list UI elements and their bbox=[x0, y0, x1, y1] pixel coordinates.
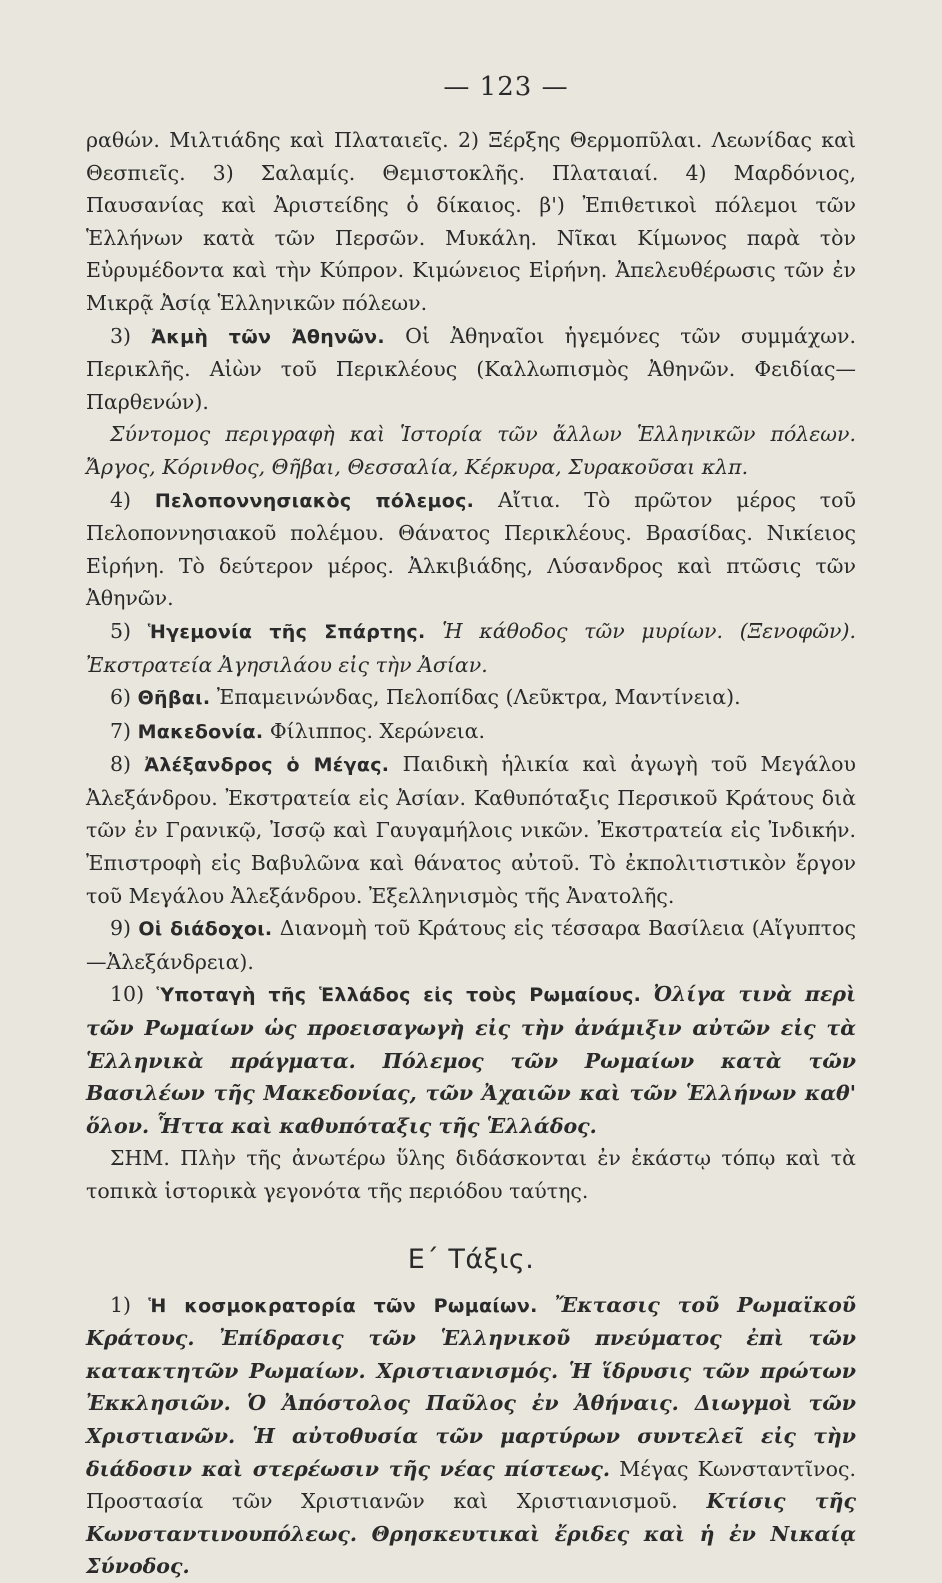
item-3-number: 3) bbox=[110, 323, 132, 348]
e-item-1-number: 1) bbox=[110, 1292, 132, 1317]
e-item-1-italic-2: Κτίσις τῆς Κωνσταντινουπόλεως. Θρησκευτικαὶ ἔριδες καὶ ἡ ἐν Νικαίᾳ Σύνοδος. bbox=[86, 1489, 856, 1579]
item-9 bbox=[86, 912, 856, 978]
item-10-text: Ὀλίγα τινὰ περὶ τῶν Ρωμαίων ὡς προεισαγωγὴ εἰς τὴν ἀνάμιξιν αὐτῶν εἰς τὰ Ἑλληνικὰ πράγματα. Πόλεμος τῶν Ρωμαίων κατὰ τῶν Βασιλέων τῆς Μακεδονίας, τῶν Ἀχαιῶν καὶ τῶν Ἑλλήνων καθ' ὅλον. Ἧττα καὶ καθυπόταξις τῆς Ἑλλάδος. bbox=[86, 982, 856, 1138]
item-6-text: Ἐπαμεινώνδας, Πελοπίδας (Λεῦκτρα, Μαντίνεια). bbox=[216, 685, 741, 710]
item-5-text: Ἡ κάθοδος τῶν μυρίων. (Ξενοφῶν). Ἐκστρατεία Ἀγησιλάου εἰς τὴν Ἀσίαν. bbox=[86, 618, 856, 677]
item-9-heading: Οἱ διάδοχοι. bbox=[138, 918, 273, 941]
page-number: — 123 — bbox=[443, 72, 569, 102]
item-5-number: 5) bbox=[110, 618, 132, 643]
e-item-1 bbox=[86, 1289, 856, 1583]
item-6-heading: Θῆβαι. bbox=[137, 687, 211, 710]
item-8-text: Παιδικὴ ἡλικία καὶ ἀγωγὴ τοῦ Μεγάλου Ἀλεξάνδρου. Ἐκστρατεία εἰς Ἀσίαν. Καθυπόταξις Περσικοῦ Κράτους διὰ τῶν ἐν Γρανικῷ, Ἰσσῷ καὶ Γαυγαμήλοις νικῶν. Ἐκστρατεία εἰς Ἰνδικήν. Ἐπιστροφὴ εἰς Βαβυλῶνα καὶ θάνατος αὐτοῦ. Τὸ ἐκπολιτιστικὸν ἔργον τοῦ Μεγάλου Ἀλεξάνδρου. Ἐξελληνισμὸς τῆς Ἀνατολῆς. bbox=[86, 752, 856, 908]
note-paragraph: ΣΗΜ. Πλὴν τῆς ἀνωτέρω ὕλης διδάσκονται ἐν ἑκάστῳ τόπῳ καὶ τὰ τοπικὰ ἱστορικὰ γεγονότα τῆς περιόδου ταύτης. bbox=[86, 1146, 856, 1203]
item-7-number: 7) bbox=[110, 718, 132, 743]
item-5-heading: Ἡγεμονία τῆς Σπάρτης. bbox=[147, 620, 426, 643]
item-6 bbox=[86, 681, 856, 715]
item-8-heading: Ἀλέξανδρος ὁ Μέγας. bbox=[144, 754, 390, 777]
item-4 bbox=[86, 484, 856, 615]
item-8 bbox=[86, 748, 856, 912]
item-5 bbox=[86, 615, 856, 681]
e-item-1-heading: Ἡ κοσμοκρατορία τῶν Ρωμαίων. bbox=[148, 1294, 538, 1317]
item-9-text: Διανομὴ τοῦ Κράτους εἰς τέσσαρα Βασίλεια (Αἴγυπτος—Ἀλεξάνδρεια). bbox=[86, 916, 856, 974]
section-heading: Ε΄ Τάξις. bbox=[407, 1243, 535, 1275]
item-10 bbox=[86, 978, 856, 1142]
item-6-number: 6) bbox=[110, 685, 132, 710]
item-4-text: Αἴτια. Τὸ πρῶτον μέρος τοῦ Πελοποννησιακοῦ πολέμου. Θάνατος Περικλέους. Βρασίδας. Νικίειος Εἰρήνη. Τὸ δεύτερον μέρος. Ἀλκιβιάδης, Λύσανδρος καὶ πτῶσις τῶν Ἀθηνῶν. bbox=[86, 487, 856, 611]
item-8-number: 8) bbox=[110, 752, 132, 777]
item-4-heading: Πελοποννησιακὸς πόλεμος. bbox=[154, 489, 475, 512]
item-9-number: 9) bbox=[110, 916, 132, 941]
item-3-heading: Ἀκμὴ τῶν Ἀθηνῶν. bbox=[151, 325, 385, 348]
item-10-heading: Ὑποταγὴ τῆς Ἑλλάδος εἰς τοὺς Ρωμαίους. bbox=[156, 984, 642, 1007]
item-7-heading: Μακεδονία. bbox=[137, 720, 264, 743]
item-10-number: 10) bbox=[110, 982, 145, 1007]
item-7 bbox=[86, 715, 856, 749]
e-item-1-italic-1: Ἔκτασις τοῦ Ρωμαϊκοῦ Κράτους. Ἐπίδρασις τῶν Ἑλληνικοῦ πνεύματος ἐπὶ τῶν κατακτητῶν Ρωμαίων. Χριστιανισμός. Ἡ ἵδρυσις τῶν πρώτων Ἐκκλησιῶν. Ὁ Ἀπόστολος Παῦλος ἐν Ἀθήναις. Διωγμοὶ τῶν Χριστιανῶν. Ἡ αὐτοθυσία τῶν μαρτύρων συντελεῖ εἰς τὴν διάδοσιν καὶ στερέωσιν τῆς νέας πίστεως. bbox=[86, 1292, 856, 1481]
item-3-text: Οἱ Ἀθηναῖοι ἡγεμόνες τῶν συμμάχων. Περικλῆς. Αἰὼν τοῦ Περικλέους (Καλλωπισμὸς Ἀθηνῶν. Φειδίας—Παρθενών). bbox=[86, 323, 856, 414]
item-3-other-cities: Σύντομος περιγραφὴ καὶ Ἱστορία τῶν ἄλλων Ἑλληνικῶν πόλεων. Ἄργος, Κόρινθος, Θῆβαι, Θεσσαλία, Κέρκυρα, Συρακοῦσαι κλπ. bbox=[86, 422, 856, 479]
e-item-1-text: Μέγας Κωνσταντῖνος. Προστασία τῶν Χριστιανῶν καὶ Χριστιανισμοῦ. bbox=[86, 1456, 856, 1514]
intro-paragraph: ραθών. Μιλτιάδης καὶ Πλαταιεῖς. 2) Ξέρξης Θερμοπῦλαι. Λεωνίδας καὶ Θεσπιεῖς. 3) Σαλαμίς. Θεμιστοκλῆς. Πλαταιαί. 4) Μαρδόνιος, Παυσανίας καὶ Ἀριστείδης ὁ δίκαιος. β') Ἐπιθετικοὶ πόλεμοι τῶν Ἑλλήνων κατὰ τῶν Περσῶν. Μυκάλη. Νῖκαι Κίμωνος παρὰ τὸν Εὐρυμέδοντα καὶ τὴν Κύπρον. Κιμώνειος Εἰρήνη. Ἀπελευθέρωσις τῶν ἐν Μικρᾷ Ἀσίᾳ Ἑλληνικῶν πόλεων. bbox=[86, 128, 856, 315]
item-4-number: 4) bbox=[110, 487, 132, 512]
item-3 bbox=[86, 320, 856, 419]
item-7-text: Φίλιππος. Χερώνεια. bbox=[269, 718, 486, 743]
